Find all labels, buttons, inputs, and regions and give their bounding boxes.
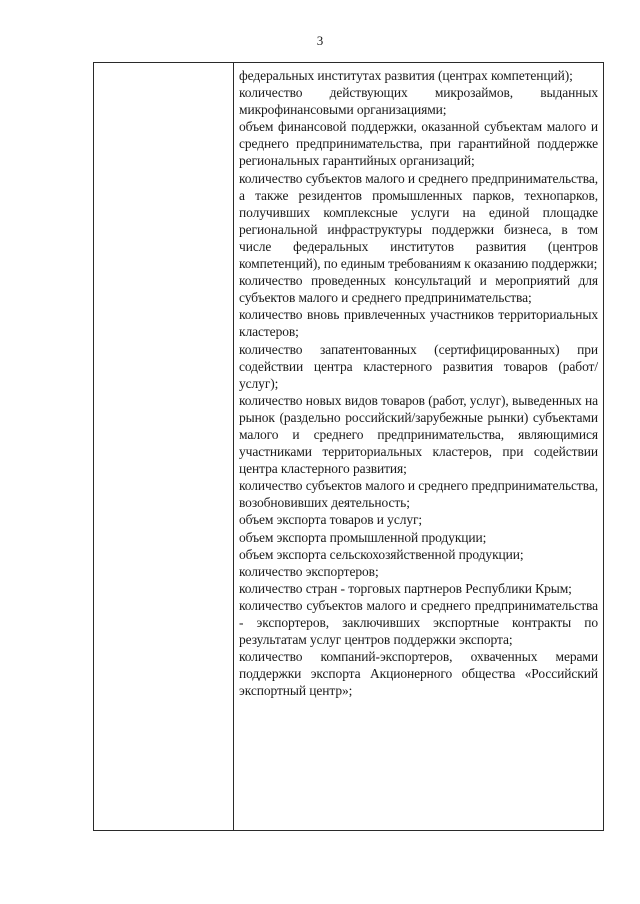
indicator-paragraph: количество запатентованных (сертифицированных) при содействии центра кластерного развития товаров (работ/услуг); bbox=[239, 341, 598, 391]
indicator-paragraph: объем финансовой поддержки, оказанной субъектам малого и среднего предпринимательства, при гарантийной поддержке региональных гарантийных организаций; bbox=[239, 119, 598, 169]
document-table bbox=[93, 62, 604, 831]
table-left-column bbox=[94, 63, 234, 830]
indicator-paragraph: количество стран - торговых партнеров Республики Крым; bbox=[239, 580, 572, 596]
indicator-paragraph: количество субъектов малого и среднего предпринимательства - экспортеров, заключивших экспортные контракты по результатам услуг центров поддержки экспорта; bbox=[239, 597, 598, 648]
indicator-paragraph: федеральных институтах развития (центрах компетенций); bbox=[239, 68, 573, 83]
indicator-paragraph: объем экспорта товаров и услуг; bbox=[239, 512, 423, 528]
indicator-paragraph: количество действующих микрозаймов, выданных микрофинансовыми организациями; bbox=[239, 85, 598, 118]
table-right-column bbox=[234, 63, 603, 830]
indicator-paragraph: объем экспорта сельскохозяйственной продукции; bbox=[239, 546, 524, 562]
indicator-paragraph: количество проведенных консультаций и мероприятий для субъектов малого и среднего предпринимательства; bbox=[239, 273, 598, 306]
indicator-paragraph: количество компаний-экспортеров, охваченных мерами поддержки экспорта Акционерного общества «Российский экспортный центр»; bbox=[239, 649, 598, 699]
indicator-paragraph: количество вновь привлеченных участников территориальных кластеров; bbox=[239, 307, 598, 340]
indicator-paragraph: количество экспортеров; bbox=[239, 563, 379, 579]
indicator-paragraph: объем экспорта промышленной продукции; bbox=[239, 529, 487, 545]
page-number: 3 bbox=[316, 33, 324, 48]
indicator-paragraph: количество субъектов малого и среднего предпринимательства, возобновивших деятельность; bbox=[239, 478, 598, 511]
indicator-paragraph: количество субъектов малого и среднего предпринимательства, а также резидентов промышленных парков, технопарков, получивших комплексные услуги на единой площадке региональной инфраструктуры поддержки бизнеса, в том числе федеральных институтов развития (центров компетенций), по единым требованиям к оказанию поддержки; bbox=[239, 170, 598, 272]
indicator-paragraph: количество новых видов товаров (работ, услуг), выведенных на рынок (раздельно российский/зарубежные рынки) субъектами малого и среднего предпринимательства, являющимися участниками территориальных кластеров, при содействии центра кластерного развития; bbox=[239, 392, 598, 477]
